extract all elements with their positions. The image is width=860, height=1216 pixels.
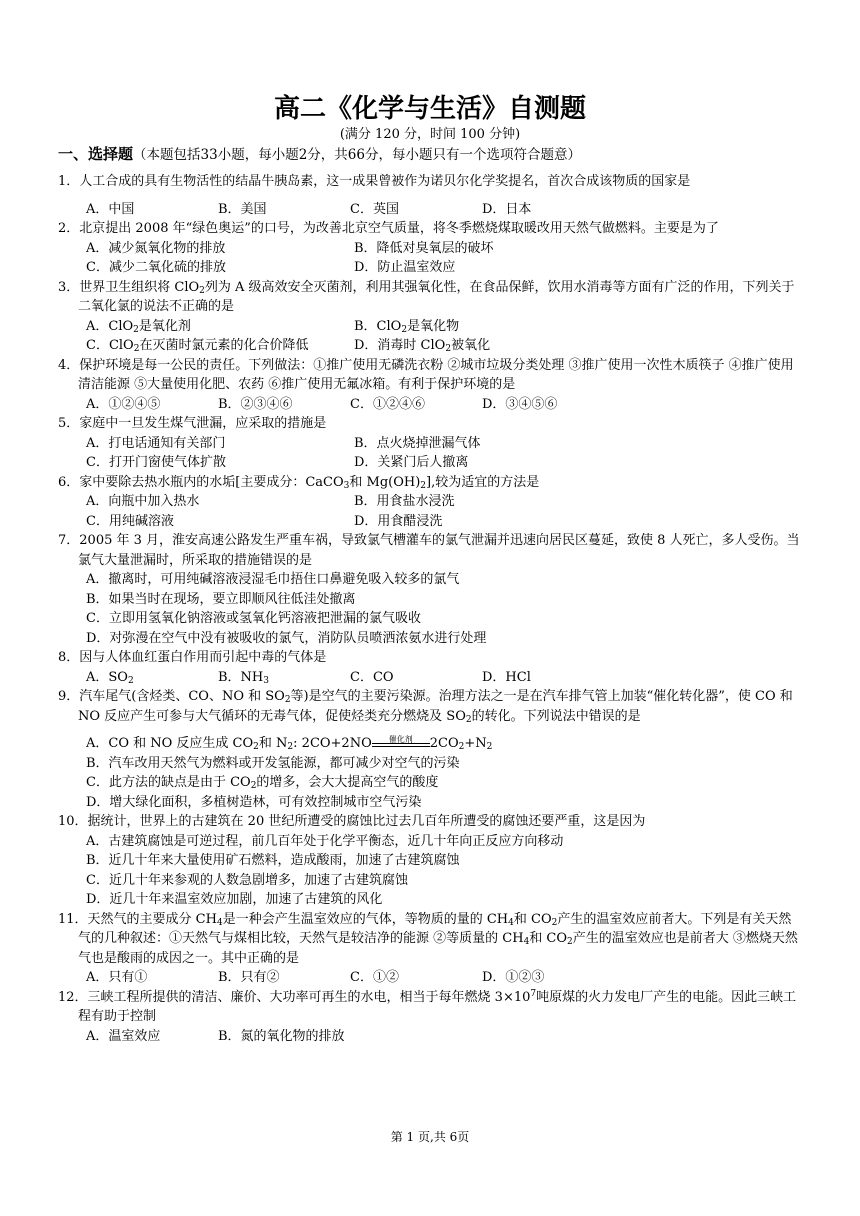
option-a: A．温室效应: [86, 1028, 161, 1044]
option-b: B．ClO$_2$是氧化物: [354, 318, 460, 335]
options: [58, 734, 803, 812]
question-8: [58, 648, 803, 687]
option-d: D．近几十年来温室效应加剧，加速了古建筑的风化: [86, 892, 383, 907]
option-a: A．CO 和 NO 反应生成 $CO_2$和 $N_2$: 2CO+2NO 催化剂 $2CO_2+N_2$: [86, 734, 803, 754]
option-d: D．①②③: [482, 970, 545, 985]
options: [58, 200, 803, 220]
option-a: A．古建筑腐蚀是可逆过程，前几百年处于化学平衡态，近几十年向正反应方向移动: [86, 833, 564, 849]
question-11: [58, 910, 803, 988]
option-b: B．如果当时在现场，要立即顺风往低洼处撤离: [86, 591, 356, 607]
option-c: C．CO: [350, 669, 394, 685]
page-footer: 第 1 页,共 6页: [390, 1130, 470, 1144]
question-9: [58, 687, 803, 812]
option-b: B．降低对臭氧层的破坏: [354, 240, 494, 256]
option-b: B．点火烧掉泄漏气体: [354, 435, 481, 451]
option-c: C．①②: [350, 970, 399, 985]
question-1: [58, 172, 803, 219]
option-d: D．消毒时 ClO$_2$被氧化: [354, 338, 491, 354]
question-6: [58, 473, 803, 532]
option-d: D．日本: [482, 201, 532, 217]
option-b: B．汽车改用天然气为燃料或开发氢能源，都可减少对空气的污染: [86, 755, 460, 771]
section-heading: 一、选择题: [58, 145, 134, 163]
option-a: A．ClO$_2$是氧化剂: [86, 318, 191, 335]
option-b: B．近几十年来大量使用矿石燃料，造成酸雨，加速了古建筑腐蚀: [86, 853, 460, 868]
question-stem: 6．家中要除去热水瓶内的水垢[主要成分：CaCO$_3$和 $Mg(OH)_2$],较为适宜的方法是: [58, 474, 540, 491]
question-stem: 2．北京提出 2008 年“绿色奥运”的口号，为改善北京空气质量，将冬季燃烧煤取暖改用天然气做燃料。主要是为了: [58, 221, 719, 236]
options: [58, 434, 803, 473]
option-a: A．①②④⑤: [86, 396, 161, 412]
option-c: C．近几十年来参观的人数急剧增多，加速了古建筑腐蚀: [86, 872, 408, 888]
catalyst-arrow: [372, 734, 430, 747]
question-stem: 9．汽车尾气(含烃类、CO、NO 和 $SO_2$等)是空气的主要污染源。治理方法之一是在汽车排气管上加装“催化转化器”，使 CO 和 NO 反应产生可参与大气循环的无毒气体，促使烃类充分燃烧及 $SO_2$的转化。下列说法中错误的是: [58, 689, 793, 725]
options: [58, 832, 803, 910]
options: [58, 395, 803, 415]
question-stem: 1．人工合成的具有生物活性的结晶牛胰岛素，这一成果曾被作为诺贝尔化学奖提名，首次合成该物质的国家是: [58, 174, 691, 189]
option-d: D．增大绿化面积，多植树造林，可有效控制城市空气污染: [86, 794, 422, 810]
option-a: A．$SO_2$: [86, 669, 134, 686]
question-4: [58, 356, 803, 415]
question-stem: 7．2005 年 3 月，淮安高速公路发生严重车祸，导致氯气槽灌车的氯气泄漏并迅速向居民区蔓延，致使 8 人死亡，多人受伤。当氯气大量泄漏时，所采取的措施错误的是: [58, 533, 800, 568]
question-stem: 5．家庭中一旦发生煤气泄漏，应采取的措施是: [58, 416, 327, 431]
option-d: D．防止温室效应: [354, 260, 456, 275]
option-b: B．氮的氧化物的排放: [218, 1028, 345, 1044]
option-c: C．减少二氧化硫的排放: [86, 260, 226, 275]
option-a: A．撤离时，可用纯碱溶液浸湿毛巾捂住口鼻避免吸入较多的氯气: [86, 572, 460, 587]
question-3: [58, 278, 803, 356]
option-b: B．$NH_3$: [218, 669, 269, 686]
option-c: C．ClO$_2$在灭菌时氯元素的化合价降低: [86, 338, 309, 354]
question-stem: 12．三峡工程所提供的清洁、廉价、大功率可再生的水电，相当于每年燃烧 $3\times 10^7$吨原煤的火力发电厂产生的电能。因此三峡工程有助于控制: [58, 988, 797, 1024]
option-a: A．打电话通知有关部门: [86, 435, 226, 451]
options: [58, 492, 803, 531]
section-header: [58, 143, 818, 164]
question-stem: 11．天然气的主要成分 $CH_4$是一种会产生温室效应的气体，等物质的量的 $CH_4$和 $CO_2$产生的温室效应前者大。下列是有关天然气的几种叙述：①天然气与煤相比较，天然气是较洁净的能源 ②等质量的 $CH_4$和 $CO_2$产生的温室效应也是前者大 ③燃烧天然气也是酸雨的成因之一。其中正确的是: [58, 911, 798, 966]
option-a: A．减少氮氧化物的排放: [86, 240, 226, 256]
question-7: [58, 531, 803, 648]
option-d: D．③④⑤⑥: [482, 396, 558, 412]
option-d: D．关紧门后人撤离: [354, 455, 469, 470]
options: [58, 668, 803, 688]
option-c: C．打开门窗使气体扩散: [86, 455, 226, 470]
questions: [58, 172, 803, 1046]
option-b: B．②③④⑥: [218, 396, 293, 412]
option-d: D．对弥漫在空气中没有被吸收的氯气，消防队员喷洒浓氨水进行处理: [86, 630, 487, 646]
option-c: C．立即用氢氧化钠溶液或氢氧化钙溶液把泄漏的氯气吸收: [86, 611, 421, 626]
options: [58, 968, 803, 988]
option-c: C．①②④⑥: [350, 396, 425, 412]
question-12: [58, 988, 803, 1047]
question-5: [58, 414, 803, 473]
options: [58, 317, 803, 356]
option-d: D．HCl: [482, 669, 531, 685]
question-stem: 10．据统计，世界上的古建筑在 20 世纪所遭受的腐蚀比过去几百年所遭受的腐蚀还要严重，这是因为: [58, 814, 646, 829]
option-a: A．中国: [86, 201, 135, 217]
catalyst-label: 催化剂: [388, 734, 413, 744]
question-stem: 4．保护环境是每一公民的责任。下列做法：①推广使用无磷洗衣粉 ②城市垃圾分类处理 ③推广使用一次性木质筷子 ④推广使用清洁能源 ⑤大量使用化肥、农药 ⑥推广使用无氟冰箱。有利于保护环境的是: [58, 357, 794, 392]
option-b: B．美国: [218, 201, 267, 217]
question-stem: 3．世界卫生组织将 ClO$_2$列为 A 级高效安全灭菌剂，利用其强氧化性，在食品保鲜，饮用水消毒等方面有广泛的作用，下列关于二氧化氯的说法不正确的是: [58, 279, 795, 314]
option-b: B．只有②: [218, 970, 280, 985]
option-a: A．向瓶中加入热水: [86, 494, 200, 509]
option-b: B．用食盐水浸洗: [354, 494, 455, 509]
question-2: [58, 219, 803, 278]
option-d: D．用食醋浸洗: [354, 513, 443, 529]
question-stem: 8．因与人体血红蛋白作用而引起中毒的气体是: [58, 650, 327, 665]
option-a: A．只有①: [86, 970, 148, 985]
options: [58, 239, 803, 278]
option-c: C．用纯碱溶液: [86, 513, 174, 529]
page-subtitle: (满分 120 分，时间 100 分钟): [339, 127, 521, 142]
options: [58, 570, 803, 648]
options: [58, 1027, 803, 1047]
page-title: 高二《化学与生活》自测题: [273, 94, 586, 124]
option-c: C．此方法的缺点是由于 $CO_2$的增多，会大大提高空气的酸度: [86, 775, 439, 791]
question-10: [58, 812, 803, 910]
section-note: （本题包括33小题，每小题2分，共66分，每小题只有一个选项符合题意）: [133, 147, 581, 163]
option-c: C．英国: [350, 201, 399, 217]
